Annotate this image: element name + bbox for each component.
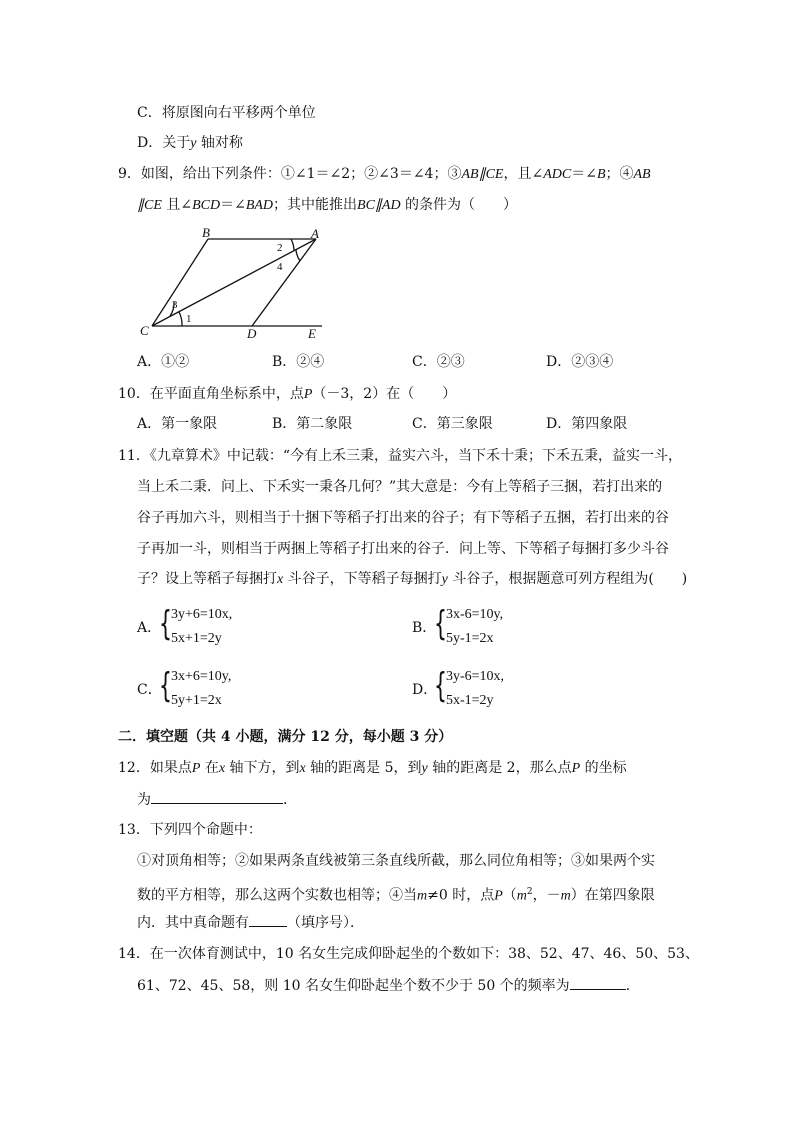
q13-line1: 13．下列四个命题中：: [118, 822, 262, 838]
label-2: 2: [277, 242, 283, 254]
brace-icon: {: [434, 604, 447, 644]
q12-p2: P: [571, 761, 581, 776]
var-y: y: [190, 136, 197, 151]
q9-option-d: D．②③④: [546, 354, 614, 370]
q12-text-d: 轴的距离是 5，到: [305, 760, 422, 776]
angle-arc-4: [296, 250, 300, 261]
q9-text-d: ；④: [605, 166, 634, 182]
q9-ab: AB: [633, 167, 651, 182]
q10-option-d: D．第四象限: [546, 416, 628, 432]
option-d-text: D．关于: [137, 135, 191, 151]
q13-m: m: [417, 888, 428, 904]
q12-x2: x: [299, 761, 306, 776]
q12-x: x: [218, 761, 226, 776]
brace-icon: {: [434, 666, 447, 706]
q9-text-b: ，且∠: [503, 166, 544, 182]
q11-a-eq1: 3y+6=10x,: [171, 607, 233, 622]
q9-ce: ∥CE: [137, 198, 162, 213]
label-1: 1: [186, 313, 192, 325]
q10-text-b: （－3，2）在（ ）: [312, 386, 457, 402]
q11-a-eq2: 5x+1=2y: [171, 631, 222, 646]
q9-figure: [130, 222, 340, 344]
angle-arc-1: [179, 312, 182, 326]
q11-d-eq2: 5x-1=2y: [446, 693, 494, 708]
q9-text-a: 9．如图，给出下列条件：①∠1＝∠2；②∠3＝∠4；③: [118, 166, 462, 182]
angle-arc-2: [291, 239, 294, 250]
q13-text-c: （: [502, 887, 517, 904]
q9-bad: BAD: [245, 198, 274, 213]
q11-line4: 子再加一斗，则相当于两捆上等稻子打出来的谷子．问上等、下等稻子每捆打多少斗谷: [137, 541, 669, 557]
q10-stem: [118, 384, 456, 405]
q12-line1: [118, 758, 627, 779]
q9-bc-ad: BC∥AD: [357, 198, 401, 213]
q12-text-g: 为: [137, 792, 151, 808]
q11-text-a: 子？设上等稻子每捆打: [137, 571, 277, 587]
q11-text-b: 斗谷子，下等稻子每捆打: [283, 571, 442, 587]
brace-icon: {: [159, 666, 172, 706]
q10-p: P: [303, 387, 313, 402]
q13-m2: m: [516, 888, 527, 904]
q9-option-c: C．②③: [412, 354, 465, 370]
q12-answer-blank[interactable]: [151, 789, 283, 804]
q11-option-c-label: C．: [137, 682, 162, 698]
q11-b-eq1: 3x-6=10y,: [446, 607, 504, 622]
q11-y: y: [441, 572, 448, 587]
option-c-q8: C．将原图向右平移两个单位: [137, 105, 316, 121]
q13-p: P: [494, 888, 503, 904]
label-a: A: [311, 226, 319, 241]
q9-bcd: BCD: [192, 198, 221, 213]
q9-b: B: [596, 167, 606, 182]
q11-option-d-label: D．: [412, 682, 438, 698]
q13-text-g: （填序号）．: [287, 915, 364, 931]
q9-option-b: B．②④: [272, 354, 325, 370]
q11-line3: 谷子再加六斗，则相当于十捆下等稻子打出来的谷子；有下等稻子五捆，若打出来的谷: [137, 510, 669, 526]
q11-c-eq1: 3x+6=10y,: [171, 669, 232, 684]
q12-text-a: 12．如果点: [118, 760, 192, 776]
q12-line2: [137, 789, 297, 810]
label-3: 3: [172, 299, 178, 311]
q13-line2: ①对顶角相等；②如果两条直线被第三条直线所截，那么同位角相等；③如果两个实: [137, 853, 655, 869]
label-c: C: [140, 323, 149, 338]
q12-text-e: 轴的距离是 2，那么点: [427, 760, 572, 776]
q11-option-a-label: A．: [137, 620, 162, 636]
q11-x: x: [277, 572, 284, 587]
q9-stem-line1: [118, 164, 651, 185]
q13-answer-blank[interactable]: [249, 912, 287, 927]
option-d-q8: [137, 133, 243, 154]
q12-text-f: 的坐标: [580, 760, 627, 776]
label-4: 4: [277, 261, 283, 273]
q9-text-e: 且∠: [161, 197, 193, 213]
q9-option-a: A．①②: [137, 354, 190, 370]
q13-line3: [137, 882, 655, 907]
q11-option-b-label: B．: [412, 620, 437, 636]
q14-text-a: 61、72、45、58，则 10 名女生仰卧起坐个数不少于 50 个的频率为: [137, 978, 570, 994]
q10-option-a: A．第一象限: [137, 416, 218, 432]
q11-b-eq2: 5y-1=2x: [446, 631, 494, 646]
q9-text-g: ；其中能推出: [273, 197, 358, 213]
segment-ad: [252, 239, 316, 326]
q9-text-c: ＝∠: [571, 166, 597, 182]
q11-line5: [137, 569, 687, 590]
q12-text-h: ．: [283, 792, 297, 808]
section-heading: 二．填空题（共 4 小题，满分 12 分，每小题 3 分）: [118, 729, 453, 745]
option-d-text-2: 轴对称: [196, 135, 243, 151]
q9-ab-ce: AB∥CE: [461, 167, 504, 182]
q13-text-f: 内．其中真命题有: [137, 915, 249, 931]
q12-y: y: [421, 761, 428, 776]
q13-line4: [137, 912, 364, 933]
q9-text-h: 的条件为（ ）: [400, 197, 518, 213]
q14-line2: [137, 975, 640, 996]
q10-option-c: C．第三象限: [412, 416, 493, 432]
q13-text-d: ，－: [532, 887, 561, 904]
q13-text-b: ≠0 时，点: [427, 887, 495, 904]
q9-adc: ADC: [543, 167, 572, 182]
q12-text-c: 轴下方，到: [225, 760, 300, 776]
q11-d-eq1: 3y-6=10x,: [446, 669, 505, 684]
segment-ca: [152, 239, 316, 326]
q13-text-e: ）在第四象限: [570, 887, 655, 904]
q12-p: P: [191, 761, 201, 776]
q9-text-f: ＝∠: [220, 197, 246, 213]
q13-text-a: 数的平方相等，那么这两个实数也相等；④当: [137, 887, 417, 904]
q14-line1: 14．在一次体育测试中，10 名女生完成仰卧起坐的个数如下：38、52、47、46、50、53、: [118, 946, 699, 962]
q13-sup: 2: [526, 887, 533, 897]
label-b: B: [202, 225, 210, 240]
label-e: E: [308, 326, 316, 341]
q11-line1: 11．《九章算术》中记载：“今有上禾三秉，益实六斗，当下禾十秉；下禾五秉，益实一斗，: [118, 448, 682, 464]
q10-option-b: B．第二象限: [272, 416, 353, 432]
q11-c-eq2: 5y+1=2x: [171, 693, 222, 708]
q12-text-b: 在: [200, 760, 219, 776]
brace-icon: {: [159, 604, 172, 644]
q14-answer-blank[interactable]: [570, 975, 626, 990]
q10-text-a: 10．在平面直角坐标系中，点: [118, 386, 304, 402]
label-d: D: [247, 326, 257, 341]
q9-stem-line2: [137, 195, 517, 216]
q11-text-c: 斗谷子，根据题意可列方程组为( ): [447, 571, 688, 587]
q11-line2: 当上禾二秉．问上、下禾实一秉各几何？”其大意是：今有上等稻子三捆，若打出来的: [137, 479, 663, 495]
q14-text-b: ．: [625, 978, 640, 994]
q13-m3: m: [560, 888, 571, 904]
